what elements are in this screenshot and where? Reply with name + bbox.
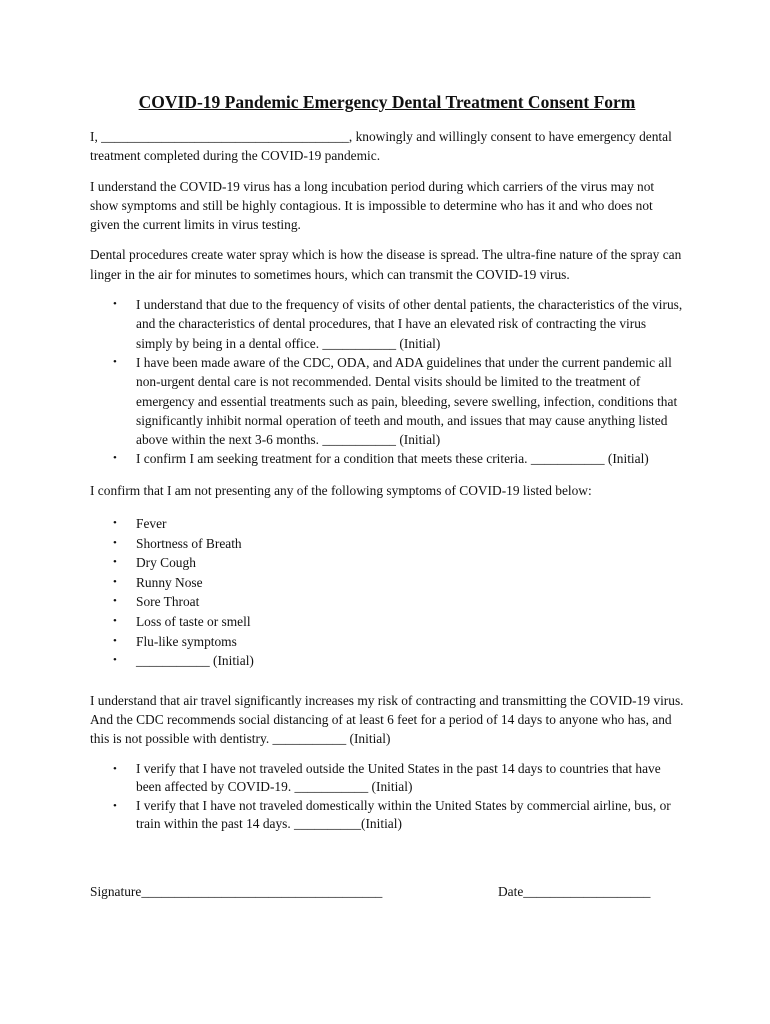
list-item <box>113 295 684 353</box>
symptom-text: Loss of taste or smell <box>136 614 251 630</box>
list-item <box>113 592 684 612</box>
bullet-icon: • <box>113 654 117 667</box>
signature-line[interactable]: Signature____________________________________ <box>90 884 383 899</box>
bullet-icon: • <box>113 615 117 628</box>
list-item <box>113 449 684 468</box>
list-item-text: I verify that I have not traveled domestically within the United States by commercial airline, bus, or train within the past 14 days. __________(Initial) <box>136 797 671 832</box>
symptom-text: Dry Cough <box>136 555 196 571</box>
travel-bullet-list <box>90 760 684 834</box>
symptom-text: Sore Throat <box>136 594 200 610</box>
date-line[interactable]: Date___________________ <box>498 884 651 899</box>
list-item <box>113 651 684 671</box>
bullet-icon: • <box>113 799 117 812</box>
bullet-icon: • <box>113 762 117 775</box>
bullet-icon: • <box>113 298 117 311</box>
list-item <box>113 573 684 593</box>
bullet-icon: • <box>113 575 117 588</box>
risk-bullet-list <box>90 295 684 469</box>
list-item <box>113 553 684 573</box>
incubation-paragraph: I understand the COVID-19 virus has a long incubation period during which carriers of the virus may not show symptoms and still be highly contagious. It is impossible to determine who has it and who does not given the current limits in virus testing. <box>90 178 655 233</box>
symptom-text: Flu-like symptoms <box>136 633 237 649</box>
form-title: COVID-19 Pandemic Emergency Dental Treatment Consent Form <box>138 92 636 112</box>
bullet-icon: • <box>113 452 117 465</box>
travel-paragraph: I understand that air travel significantly increases my risk of contracting and transmitting the COVID-19 virus. And the CDC recommends social distancing of at least 6 feet for a period of 14 days to anyone who has, and this is not possible with dentistry. ___________ (Initial) <box>90 692 684 747</box>
bullet-icon: • <box>113 517 117 530</box>
bullet-icon: • <box>113 556 117 569</box>
symptoms-list <box>90 514 684 671</box>
list-item <box>113 760 684 797</box>
symptom-text: Runny Nose <box>136 574 203 590</box>
symptoms-intro-paragraph: I confirm that I am not presenting any of the following symptoms of COVID-19 listed below: <box>90 482 592 498</box>
list-item-text: I have been made aware of the CDC, ODA, and ADA guidelines that under the current pandemic all non-urgent dental care is not recommended. Dental visits should be limited to the treatment of emergency and essential treatments such as pain, bleeding, severe swelling, infection, conditions that significantly inhibit normal operation of teeth and mouth, and issues that may cause anything listed above within the next 3-6 months. ___________ (Initial) <box>136 354 678 448</box>
list-item-text: I confirm I am seeking treatment for a condition that meets these criteria. ___________ (Initial) <box>136 451 649 467</box>
intro-paragraph: I, _____________________________________, knowingly and willingly consent to have emergency dental treatment completed during the COVID-19 pandemic. <box>90 129 672 164</box>
symptom-text: Shortness of Breath <box>136 535 242 551</box>
list-item <box>113 514 684 534</box>
bullet-icon: • <box>113 595 117 608</box>
list-item-text: I understand that due to the frequency of visits of other dental patients, the characteristics of the virus, and the characteristics of dental procedures, that I have an elevated risk of contracting the virus simply by being in a dental office. ___________ (Initial) <box>136 297 683 351</box>
symptom-text: Fever <box>136 516 167 532</box>
list-item-text: I verify that I have not traveled outside the United States in the past 14 days to countries that have been affected by COVID-19. ___________ (Initial) <box>136 760 661 795</box>
list-item <box>113 534 684 554</box>
list-item <box>113 353 684 449</box>
spray-paragraph: Dental procedures create water spray which is how the disease is spread. The ultra-fine nature of the spray can linger in the air for minutes to sometimes hours, which can transmit the COVID-19 virus. <box>90 247 682 282</box>
bullet-icon: • <box>113 355 117 368</box>
bullet-icon: • <box>113 634 117 647</box>
list-item <box>113 632 684 652</box>
symptom-text: ___________ (Initial) <box>136 653 254 669</box>
list-item <box>113 612 684 632</box>
list-item <box>113 797 684 834</box>
bullet-icon: • <box>113 536 117 549</box>
